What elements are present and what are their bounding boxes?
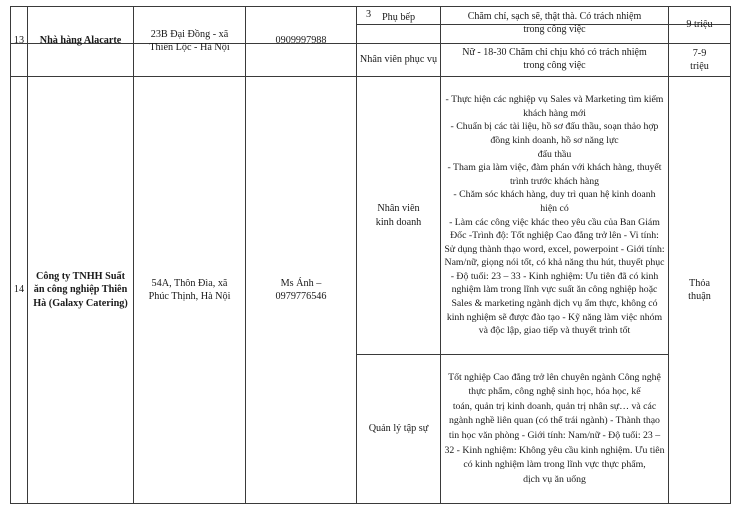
requirement-line: Sales & marketing ngành dịch vụ ẩm thực, không có xyxy=(451,298,658,310)
row-13-job-1-salary: 9 triệu xyxy=(686,19,713,31)
requirement-line: - Chăm sóc khách hàng, duy trì quan hệ kinh doanh xyxy=(453,189,656,201)
requirement-line: ngành nghề liên quan (có thể trái ngành) - Thành thạo xyxy=(449,415,660,427)
requirement-line: thực phẩm, công nghệ sinh học, hóa học, kế xyxy=(468,386,641,398)
requirement-line: và độc lập, giao tiếp và thuyết trình tốt xyxy=(478,325,631,337)
row-14-salary: Thỏa thuận xyxy=(688,277,711,302)
row-13-job-2-salary: 7-9 triệu xyxy=(690,47,709,72)
row-13-number: 13 xyxy=(13,35,25,47)
requirement-line: Sử dụng thành thạo word, excel, powerpoint - Giới tính: xyxy=(444,243,665,255)
requirement-line: toán, quản trị kinh doanh, quản trị nhân sự… và các xyxy=(452,400,657,412)
row-13-company-name: Nhà hàng Alacarte xyxy=(39,35,122,47)
row-14-job-2-position: Quản lý tập sự xyxy=(368,423,429,435)
requirement-line: dịch vụ ăn uống xyxy=(523,473,586,485)
requirement-line: Đốc -Trình độ: Tốt nghiệp Cao đẳng trở lên - Vi tính: xyxy=(450,230,659,242)
requirement-line: - Chuẩn bị các tài liệu, hồ sơ đấu thầu, soạn thảo hợp xyxy=(450,121,659,133)
requirement-line: - Tham gia làm việc, đàm phán với khách hàng, thuyết xyxy=(447,162,662,174)
requirement-line: - Độ tuổi: 23 – 33 - Kinh nghiệm: Ưu tiên đã có kinh xyxy=(450,270,659,282)
row-14-contact: Ms Ánh – 0979776546 xyxy=(275,277,327,302)
requirement-line: có kinh nghiệm làm trong lĩnh vực thực phẩm, xyxy=(463,459,646,471)
requirement-line: - Thực hiện các nghiệp vụ Sales và Marketing tìm kiếm xyxy=(445,94,664,106)
row-14-company-name: Công ty TNHH Suất ăn công nghiệp Thiên Hà (Galaxy Catering) xyxy=(33,270,128,309)
row-13-job-1-quantity: 3 xyxy=(366,9,372,21)
requirement-line: 32 - Kinh nghiệm: Không yêu cầu kinh nghiệm. Ưu tiên xyxy=(444,444,665,456)
row-13-job-1-requirements: Chăm chỉ, sạch sẽ, thật thà. Có trách nhiệm trong công việc xyxy=(467,10,642,35)
row-14-job-1-requirements xyxy=(441,77,668,354)
row-13-job-2-requirements: Nữ - 18-30 Chăm chỉ chịu khó có trách nhiệm trong công việc xyxy=(462,47,647,71)
row-13-job-1-position: Phụ bếp xyxy=(381,11,416,23)
row-13-contact: 0909997988 xyxy=(275,35,327,47)
row-13-job-2-position: Nhân viên phục vụ xyxy=(359,54,438,66)
row-14-job-2-requirements xyxy=(441,355,668,503)
row-14-address: 54A, Thôn Đìa, xã Phúc Thịnh, Hà Nội xyxy=(148,277,231,302)
row-13-address: 23B Đại Đồng - xã Thiên Lộc - Hà Nội xyxy=(149,28,230,53)
requirement-line: đấu thầu xyxy=(537,148,572,160)
requirement-line: hiện có xyxy=(540,202,569,214)
requirement-line: nghiệm làm trong lĩnh vực suất ăn công nghiệp hoặc xyxy=(451,284,658,296)
requirement-line: kinh nghiệm sẽ được đào tạo - Kỹ năng làm việc nhóm xyxy=(446,311,663,323)
requirement-line: trình trước khách hàng xyxy=(509,175,600,187)
requirement-line: tin học văn phòng - Giới tính: Nam/nữ - Độ tuổi: 23 – xyxy=(448,430,661,441)
requirement-line: Nam/nữ, giọng nói tốt, có khả năng thu hút, thuyết phục xyxy=(444,257,665,269)
requirement-line: Tốt nghiệp Cao đẳng trở lên chuyên ngành Công nghệ xyxy=(448,371,661,383)
requirement-line: khách hàng mới xyxy=(523,107,586,119)
row-14-job-1-position: Nhân viên kinh doanh xyxy=(375,203,422,228)
requirement-line: đồng kinh doanh, hồ sơ năng lực xyxy=(490,134,619,146)
row-14-number: 14 xyxy=(13,284,25,296)
requirement-line: - Làm các công việc khác theo yêu cầu của Ban Giám xyxy=(449,216,660,228)
